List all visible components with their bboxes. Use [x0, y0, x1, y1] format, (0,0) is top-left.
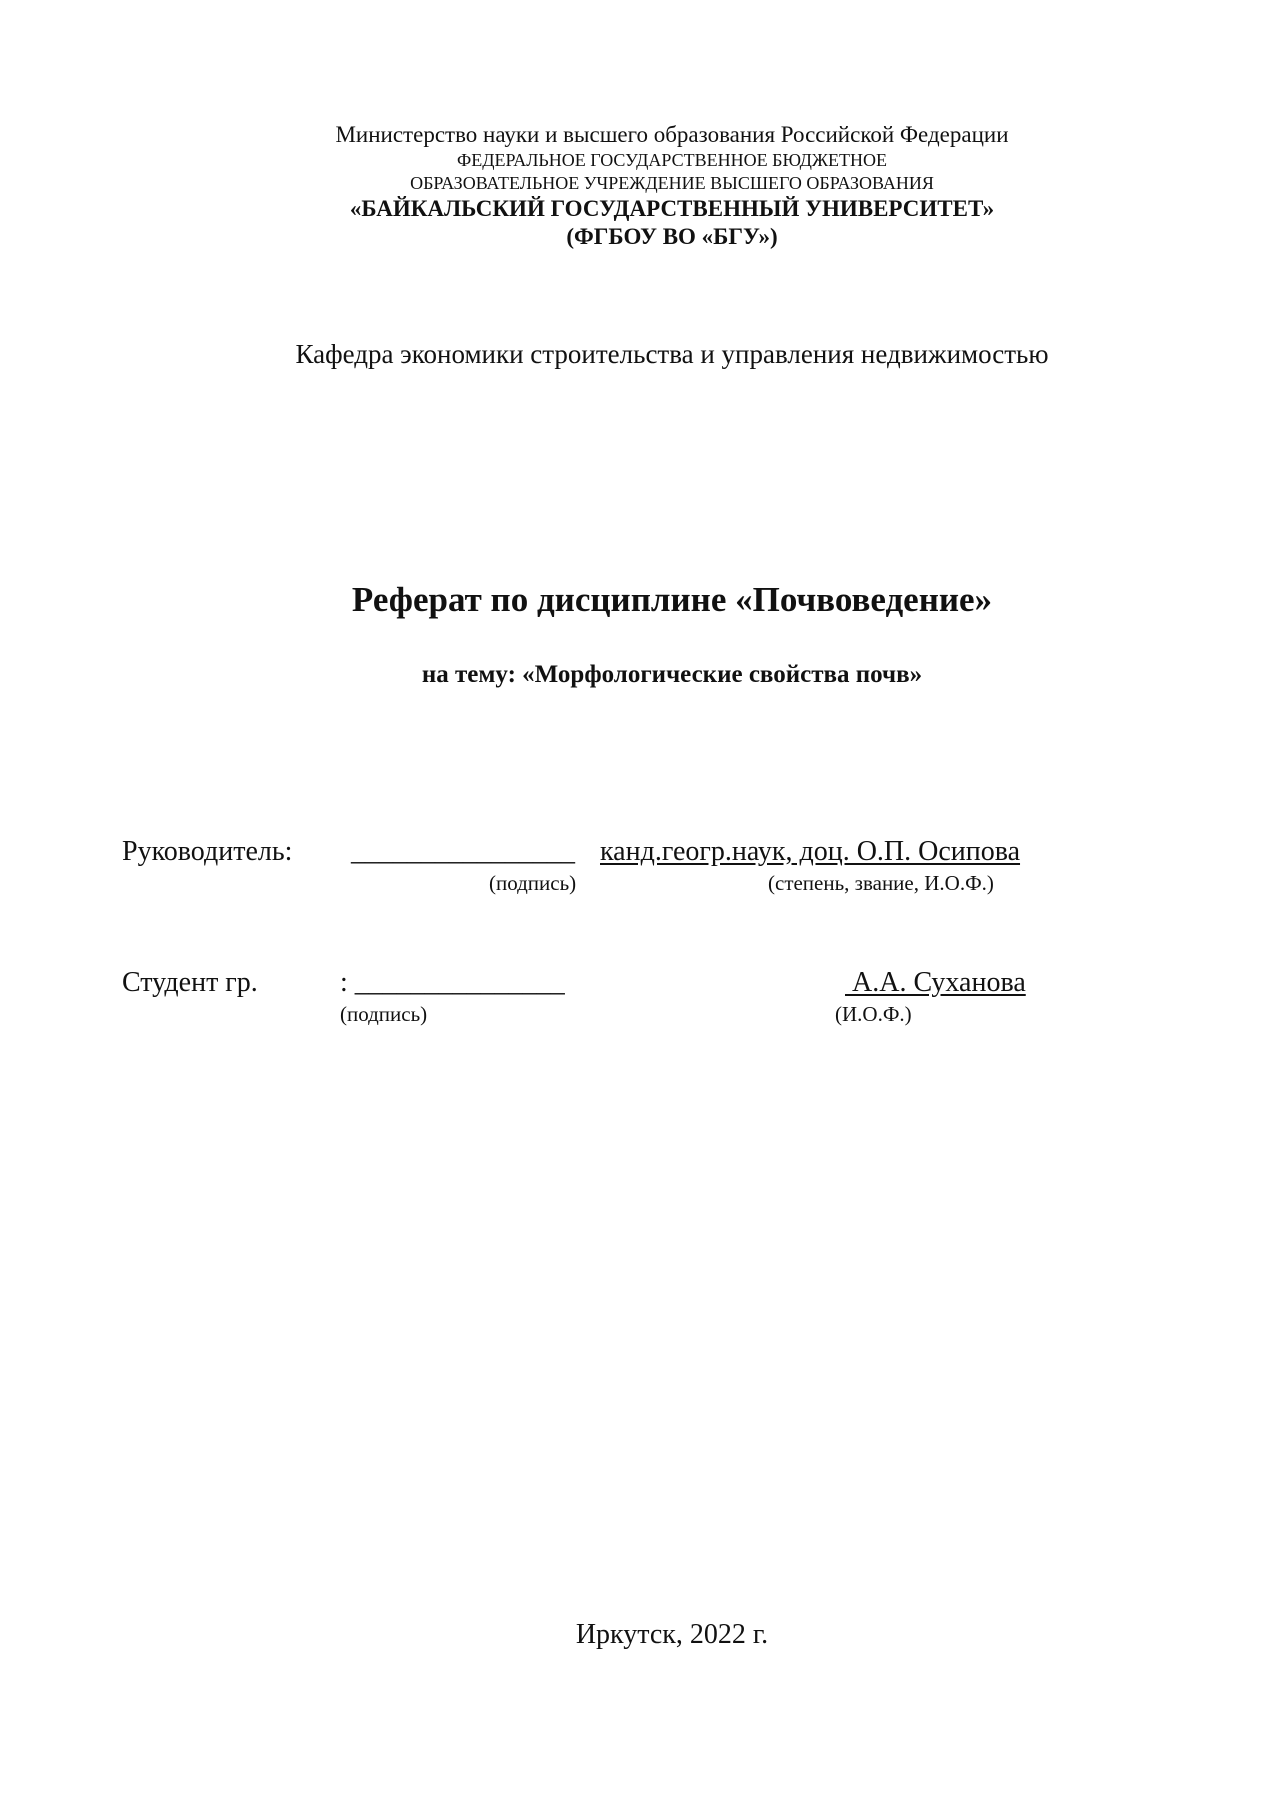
ministry-name: Министерство науки и высшего образования Российской Федерации — [335, 122, 1009, 147]
institution-type-line1: ФЕДЕРАЛЬНОЕ ГОСУДАРСТВЕННОЕ БЮДЖЕТНОЕ — [457, 150, 887, 170]
university-abbreviation: (ФГБОУ ВО «БГУ») — [566, 224, 778, 249]
student-name: А.А. Суханова — [845, 967, 1026, 998]
city-year: Иркутск, 2022 г. — [575, 1619, 769, 1650]
document-title: Реферат по дисциплине «Почвоведение» — [351, 580, 993, 619]
student-signature-line: : _______________ — [340, 967, 565, 998]
document-subject: на тему: «Морфологические свойства почв» — [421, 661, 923, 688]
supervisor-signature-caption: (подпись) — [489, 871, 577, 895]
student-signature-caption: (подпись) — [340, 1002, 428, 1026]
supervisor-name: канд.геогр.наук, доц. О.П. Осипова — [600, 836, 1021, 867]
supervisor-signature-line: ________________ — [351, 836, 575, 867]
department-name: Кафедра экономики строительства и управления недвижимостью — [295, 339, 1049, 369]
student-label: Студент гр. — [122, 967, 258, 998]
institution-type-line2: ОБРАЗОВАТЕЛЬНОЕ УЧРЕЖДЕНИЕ ВЫСШЕГО ОБРАЗОВАНИЯ — [410, 173, 934, 193]
student-name-caption: (И.О.Ф.) — [835, 1002, 912, 1026]
supervisor-label: Руководитель: — [122, 836, 293, 867]
supervisor-name-caption: (степень, звание, И.О.Ф.) — [768, 871, 994, 895]
university-name: «БАЙКАЛЬСКИЙ ГОСУДАРСТВЕННЫЙ УНИВЕРСИТЕТ» — [349, 196, 995, 221]
